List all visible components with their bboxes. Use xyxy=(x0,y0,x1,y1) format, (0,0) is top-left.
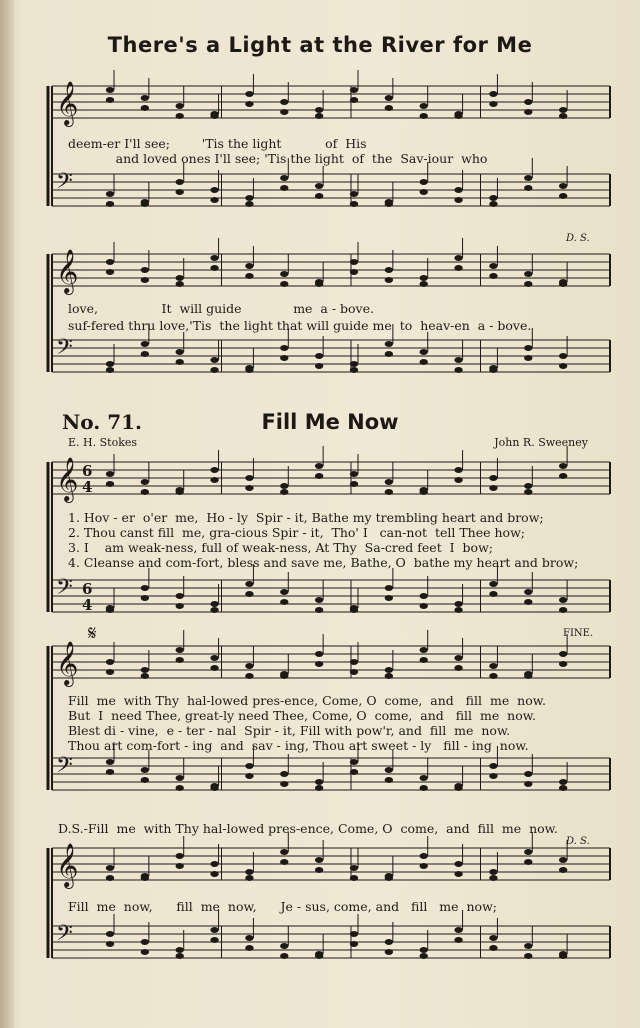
notehead xyxy=(210,785,218,791)
notehead xyxy=(420,775,428,781)
notehead xyxy=(176,785,184,791)
notehead xyxy=(559,363,567,369)
notehead xyxy=(559,113,567,119)
notehead xyxy=(141,267,149,273)
notehead xyxy=(559,857,567,863)
verse-3-line-a: 3. I am weak-ness, full of weak-ness, At Thy Sa-cred feet I bow; xyxy=(68,540,493,555)
notehead xyxy=(350,269,358,275)
notehead xyxy=(489,763,497,769)
notehead xyxy=(106,607,114,613)
notehead xyxy=(280,849,288,855)
notehead xyxy=(245,773,253,779)
notehead xyxy=(350,759,358,765)
notehead xyxy=(385,277,393,283)
song-title-top: There's a Light at the River for Me xyxy=(107,33,533,57)
notehead xyxy=(315,607,323,613)
notehead xyxy=(524,175,532,181)
notehead xyxy=(420,349,428,355)
notehead xyxy=(385,489,393,495)
notehead xyxy=(420,603,428,609)
notehead xyxy=(141,585,149,591)
notehead xyxy=(176,863,184,869)
notehead xyxy=(420,179,428,185)
notehead xyxy=(315,463,323,469)
notehead xyxy=(210,197,218,203)
notehead xyxy=(280,673,288,679)
notehead xyxy=(141,277,149,283)
notehead xyxy=(420,647,428,653)
notehead xyxy=(489,869,497,875)
notehead xyxy=(559,953,567,959)
notehead xyxy=(280,185,288,191)
notehead xyxy=(559,607,567,613)
notehead xyxy=(385,667,393,673)
notehead xyxy=(176,953,184,959)
notehead xyxy=(210,601,218,607)
notehead xyxy=(106,875,114,881)
notehead xyxy=(176,189,184,195)
notehead xyxy=(559,463,567,469)
notehead xyxy=(176,359,184,365)
ds-mark-bottom: D. S. xyxy=(566,836,590,847)
hymn-title: Fill Me Now xyxy=(261,410,399,434)
notehead xyxy=(385,875,393,881)
treble-clef-icon: 𝄞 xyxy=(56,249,79,293)
notehead xyxy=(489,673,497,679)
notehead xyxy=(280,281,288,287)
notehead xyxy=(420,947,428,953)
notehead xyxy=(176,647,184,653)
notehead xyxy=(350,659,358,665)
notehead xyxy=(141,479,149,485)
notehead xyxy=(454,607,462,613)
notehead xyxy=(350,481,358,487)
notehead xyxy=(106,97,114,103)
notehead xyxy=(315,107,323,113)
notehead xyxy=(176,349,184,355)
bass-clef-icon: 𝄢 xyxy=(56,921,73,951)
notehead xyxy=(489,935,497,941)
notehead xyxy=(176,179,184,185)
fine-mark: FINE. xyxy=(563,628,594,639)
hymn-number: No. 71. xyxy=(62,410,142,434)
notehead xyxy=(106,941,114,947)
notehead xyxy=(106,361,114,367)
notehead xyxy=(245,201,253,207)
notehead xyxy=(454,871,462,877)
notehead xyxy=(524,673,532,679)
notehead xyxy=(350,471,358,477)
notehead xyxy=(489,475,497,481)
notehead xyxy=(210,187,218,193)
notehead xyxy=(559,107,567,113)
notehead xyxy=(315,363,323,369)
notehead xyxy=(210,607,218,613)
notehead xyxy=(106,481,114,487)
notehead xyxy=(420,657,428,663)
notehead xyxy=(524,771,532,777)
notehead xyxy=(385,777,393,783)
notehead xyxy=(280,483,288,489)
notehead xyxy=(141,95,149,101)
notehead xyxy=(524,589,532,595)
notehead xyxy=(524,859,532,865)
notehead xyxy=(176,603,184,609)
notehead xyxy=(176,947,184,953)
notehead xyxy=(315,785,323,791)
notehead xyxy=(176,275,184,281)
notehead xyxy=(141,949,149,955)
notehead xyxy=(280,589,288,595)
notehead xyxy=(385,479,393,485)
notehead xyxy=(106,659,114,665)
notehead xyxy=(559,867,567,873)
treble-clef-icon: 𝄞 xyxy=(56,843,79,887)
notehead xyxy=(210,861,218,867)
notehead xyxy=(176,281,184,287)
notehead xyxy=(210,937,218,943)
notehead xyxy=(489,485,497,491)
notehead xyxy=(385,949,393,955)
notehead xyxy=(454,367,462,373)
time-signature-top: 6 xyxy=(82,580,93,598)
notehead xyxy=(315,953,323,959)
notehead xyxy=(210,357,218,363)
notehead xyxy=(106,931,114,937)
notehead xyxy=(524,849,532,855)
notehead xyxy=(106,259,114,265)
notehead xyxy=(106,367,114,373)
notehead xyxy=(454,265,462,271)
notehead xyxy=(489,195,497,201)
notehead xyxy=(210,927,218,933)
notehead xyxy=(210,665,218,671)
notehead xyxy=(420,785,428,791)
notehead xyxy=(524,355,532,361)
notehead xyxy=(420,863,428,869)
notehead xyxy=(280,271,288,277)
notehead xyxy=(315,113,323,119)
notehead xyxy=(106,87,114,93)
notehead xyxy=(106,471,114,477)
notehead xyxy=(385,95,393,101)
notehead xyxy=(106,759,114,765)
notehead xyxy=(385,341,393,347)
verse-4-line-b: Thou art com-fort - ing and sav - ing, Thou art sweet - ly fill - ing now. xyxy=(68,738,529,753)
notehead xyxy=(489,201,497,207)
notehead xyxy=(176,489,184,495)
notehead xyxy=(315,193,323,199)
notehead xyxy=(280,943,288,949)
notehead xyxy=(245,875,253,881)
notehead xyxy=(210,255,218,261)
notehead xyxy=(454,927,462,933)
notehead xyxy=(524,109,532,115)
verse-2-line-a: 2. Thou canst fill me, gra-cious Spir - it, Tho' I can-not tell Thee how; xyxy=(68,525,525,540)
notehead xyxy=(141,489,149,495)
notehead xyxy=(524,271,532,277)
notehead xyxy=(315,183,323,189)
notehead xyxy=(245,367,253,373)
notehead xyxy=(454,665,462,671)
notehead xyxy=(489,101,497,107)
notehead xyxy=(245,763,253,769)
notehead xyxy=(245,869,253,875)
ds-lyric-line xyxy=(58,821,593,836)
segno-icon: 𝄋 xyxy=(88,621,97,645)
notehead xyxy=(489,91,497,97)
notehead xyxy=(559,779,567,785)
notehead xyxy=(280,99,288,105)
notehead xyxy=(489,773,497,779)
treble-clef-icon: 𝄞 xyxy=(56,457,79,501)
notehead xyxy=(176,103,184,109)
notehead xyxy=(420,853,428,859)
ds-mark-top: D. S. xyxy=(566,233,590,244)
notehead xyxy=(489,663,497,669)
notehead xyxy=(559,473,567,479)
notehead xyxy=(420,593,428,599)
lyric-sys1-line2: and loved ones I'll see; 'Tis the light of the Sav-iour who xyxy=(68,151,488,166)
notehead xyxy=(524,345,532,351)
notehead xyxy=(454,937,462,943)
notehead xyxy=(280,771,288,777)
ds-label: D.S.- xyxy=(58,821,88,836)
notehead xyxy=(350,669,358,675)
notehead xyxy=(210,655,218,661)
notehead xyxy=(524,489,532,495)
notehead xyxy=(350,769,358,775)
notehead xyxy=(524,953,532,959)
notehead xyxy=(141,939,149,945)
notehead xyxy=(245,101,253,107)
notehead xyxy=(350,865,358,871)
notehead xyxy=(489,367,497,373)
notehead xyxy=(280,109,288,115)
notehead xyxy=(350,367,358,373)
notehead xyxy=(245,91,253,97)
notehead xyxy=(141,201,149,207)
time-signature-bottom: 4 xyxy=(82,478,93,496)
notehead xyxy=(176,593,184,599)
notehead xyxy=(559,661,567,667)
notehead xyxy=(350,875,358,881)
notehead xyxy=(141,777,149,783)
notehead xyxy=(280,781,288,787)
notehead xyxy=(350,87,358,93)
notehead xyxy=(454,197,462,203)
notehead xyxy=(315,281,323,287)
notehead xyxy=(315,651,323,657)
notehead xyxy=(454,357,462,363)
notehead xyxy=(489,945,497,951)
notehead xyxy=(280,355,288,361)
notehead xyxy=(350,97,358,103)
notehead xyxy=(454,113,462,119)
notehead xyxy=(245,263,253,269)
notehead xyxy=(420,359,428,365)
notehead xyxy=(524,943,532,949)
notehead xyxy=(385,595,393,601)
notehead xyxy=(350,259,358,265)
notehead xyxy=(524,599,532,605)
notehead xyxy=(210,871,218,877)
notehead xyxy=(315,867,323,873)
notehead xyxy=(385,105,393,111)
notehead xyxy=(210,467,218,473)
notehead xyxy=(420,103,428,109)
lyric-sys2-line2: suf-fered thru love,'Tis the light that will guide me to heav-en a - bove. xyxy=(68,318,532,333)
verse-2-line-b: But I need Thee, great-ly need Thee, Come, O come, and fill me now. xyxy=(68,708,536,723)
verse-3-line-b: Blest di - vine, e - ter - nal Spir - it, Fill with pow'r, and fill me now. xyxy=(68,723,511,738)
notehead xyxy=(106,191,114,197)
notehead xyxy=(489,263,497,269)
notehead xyxy=(106,865,114,871)
notehead xyxy=(210,477,218,483)
notehead xyxy=(280,953,288,959)
treble-clef-icon: 𝄞 xyxy=(56,641,79,685)
treble-clef-icon: 𝄞 xyxy=(56,81,79,125)
notehead xyxy=(176,775,184,781)
author-credit: E. H. Stokes xyxy=(68,436,138,449)
notehead xyxy=(489,581,497,587)
notehead xyxy=(489,591,497,597)
notehead xyxy=(385,267,393,273)
time-signature-top: 6 xyxy=(82,462,93,480)
notehead xyxy=(315,779,323,785)
notehead xyxy=(559,183,567,189)
bass-clef-icon: 𝄢 xyxy=(56,335,73,365)
notehead xyxy=(524,185,532,191)
notehead xyxy=(176,113,184,119)
notehead xyxy=(210,265,218,271)
notehead xyxy=(106,769,114,775)
notehead xyxy=(350,607,358,613)
notehead xyxy=(350,941,358,947)
notehead xyxy=(106,201,114,207)
notehead xyxy=(210,113,218,119)
notehead xyxy=(385,201,393,207)
notehead xyxy=(245,581,253,587)
notehead xyxy=(454,785,462,791)
notehead xyxy=(106,669,114,675)
notehead xyxy=(420,489,428,495)
notehead xyxy=(350,191,358,197)
bass-clef-icon: 𝄢 xyxy=(56,575,73,605)
time-signature-bottom: 4 xyxy=(82,596,93,614)
notehead xyxy=(245,591,253,597)
notehead xyxy=(524,781,532,787)
notehead xyxy=(524,281,532,287)
notehead xyxy=(176,657,184,663)
notehead xyxy=(454,601,462,607)
notehead xyxy=(315,661,323,667)
notehead xyxy=(420,189,428,195)
ds-lyric-text: Fill me with Thy hal-lowed pres-ence, Come, O come, and fill me now. xyxy=(87,821,558,836)
notehead xyxy=(141,875,149,881)
notehead xyxy=(141,341,149,347)
notehead xyxy=(141,767,149,773)
notehead xyxy=(245,195,253,201)
notehead xyxy=(454,187,462,193)
notehead xyxy=(315,353,323,359)
composer-credit: John R. Sweeney xyxy=(494,436,588,449)
notehead xyxy=(559,597,567,603)
notehead xyxy=(559,785,567,791)
notehead xyxy=(559,281,567,287)
notehead xyxy=(559,193,567,199)
notehead xyxy=(280,345,288,351)
notehead xyxy=(454,255,462,261)
refrain-line: Fill me now, fill me now, Je - sus, come, and fill me now; xyxy=(68,899,497,914)
notehead xyxy=(420,953,428,959)
notehead xyxy=(559,353,567,359)
notehead xyxy=(385,351,393,357)
notehead xyxy=(106,269,114,275)
notehead xyxy=(176,853,184,859)
notehead xyxy=(315,857,323,863)
notehead xyxy=(454,861,462,867)
notehead xyxy=(385,585,393,591)
notehead xyxy=(350,361,358,367)
notehead xyxy=(245,485,253,491)
notehead xyxy=(454,467,462,473)
notehead xyxy=(141,105,149,111)
notehead xyxy=(280,175,288,181)
notehead xyxy=(420,275,428,281)
notehead xyxy=(245,673,253,679)
notehead xyxy=(315,473,323,479)
notehead xyxy=(245,273,253,279)
notehead xyxy=(350,931,358,937)
notehead xyxy=(280,489,288,495)
notehead xyxy=(141,667,149,673)
notehead xyxy=(420,113,428,119)
notehead xyxy=(141,673,149,679)
notehead xyxy=(210,367,218,373)
notehead xyxy=(245,663,253,669)
notehead xyxy=(141,595,149,601)
notehead xyxy=(350,201,358,207)
notehead xyxy=(245,475,253,481)
verse-1-line-a: 1. Hov - er o'er me, Ho - ly Spir - it, Bathe my trembling heart and brow; xyxy=(68,510,544,525)
notehead xyxy=(489,273,497,279)
notehead xyxy=(280,599,288,605)
lyric-sys1-line1: deem-er I'll see; 'Tis the light of His xyxy=(68,136,367,151)
notehead xyxy=(315,597,323,603)
notehead xyxy=(141,351,149,357)
lyric-sys2-line1: love, It will guide me a - bove. xyxy=(68,301,374,316)
notehead xyxy=(280,859,288,865)
verse-4-line-a: 4. Cleanse and com-fort, bless and save me, Bathe, O bathe my heart and brow; xyxy=(68,555,579,570)
bass-clef-icon: 𝄢 xyxy=(56,169,73,199)
notehead xyxy=(245,945,253,951)
notehead xyxy=(385,673,393,679)
notehead xyxy=(385,767,393,773)
notehead xyxy=(385,939,393,945)
notehead xyxy=(524,483,532,489)
notehead xyxy=(245,935,253,941)
verse-1-line-b: Fill me with Thy hal-lowed pres-ence, Come, O come, and fill me now. xyxy=(68,693,546,708)
notehead xyxy=(420,281,428,287)
notehead xyxy=(489,875,497,881)
notehead xyxy=(454,655,462,661)
notehead xyxy=(454,477,462,483)
notehead xyxy=(559,651,567,657)
bass-clef-icon: 𝄢 xyxy=(56,753,73,783)
notehead xyxy=(524,99,532,105)
